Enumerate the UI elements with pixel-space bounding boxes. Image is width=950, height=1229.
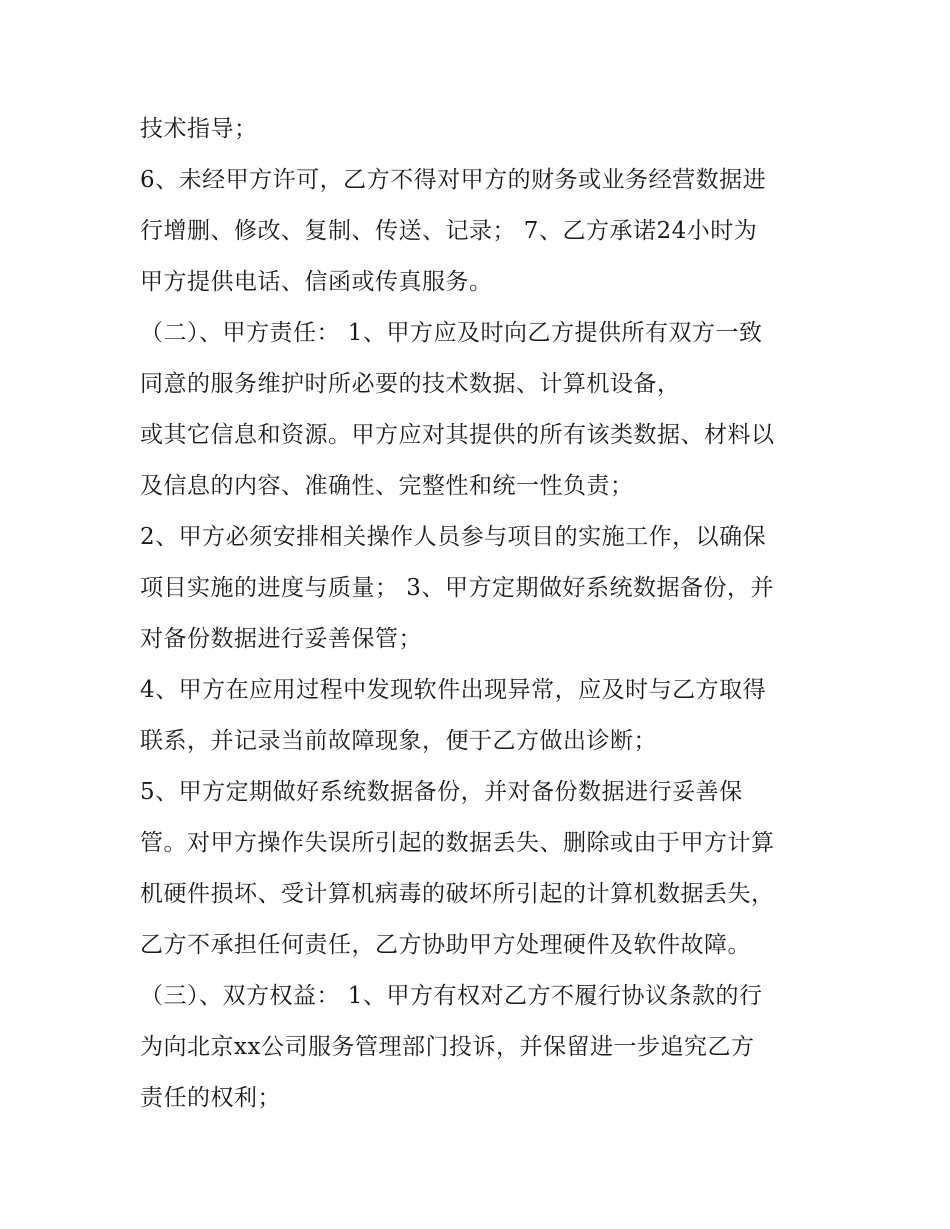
text-line: 及信息的内容、准确性、完整性和统一性负责； [140,473,634,499]
text-line: 项目实施的进度与质量； 3、甲方定期做好系统数据备份，并 [140,575,774,601]
text-line: 5、甲方定期做好系统数据备份，并对备份数据进行妥善保 [140,779,743,805]
text-line: （二）、甲方责任： 1、甲方应及时向乙方提供所有双方一致 [140,320,763,346]
text-line: （三）、双方权益： 1、甲方有权对乙方不履行协议条款的行 [140,983,763,1009]
text-line: 6、未经甲方许可，乙方不得对甲方的财务或业务经营数据进 [140,167,767,193]
text-line: 为向北京xx公司服务管理部门投诉，并保留进一步追究乙方 [140,1034,755,1060]
text-line: 管。对甲方操作失误所引起的数据丢失、删除或由于甲方计算 [140,830,775,856]
text-line: 2、甲方必须安排相关操作人员参与项目的实施工作，以确保 [140,524,767,550]
text-line: 机硬件损坏、受计算机病毒的破坏所引起的计算机数据丢失， [140,881,775,907]
text-line: 甲方提供电话、信函或传真服务。 [140,269,493,295]
text-line: 责任的权利； [140,1085,281,1111]
document-body [140,104,830,1124]
text-line: 4、甲方在应用过程中发现软件出现异常，应及时与乙方取得 [140,677,767,703]
text-line: 行增删、修改、复制、传送、记录； 7、乙方承诺24小时为 [140,218,758,244]
text-line: 同意的服务维护时所必要的技术数据、计算机设备， [140,371,681,397]
text-line: 或其它信息和资源。甲方应对其提供的所有该类数据、材料以 [140,422,775,448]
text-line: 对备份数据进行妥善保管； [140,626,422,652]
text-line: 技术指导； [140,116,258,142]
text-line: 联系，并记录当前故障现象，便于乙方做出诊断； [140,728,657,754]
text-line: 乙方不承担任何责任，乙方协助甲方处理硬件及软件故障。 [140,932,751,958]
